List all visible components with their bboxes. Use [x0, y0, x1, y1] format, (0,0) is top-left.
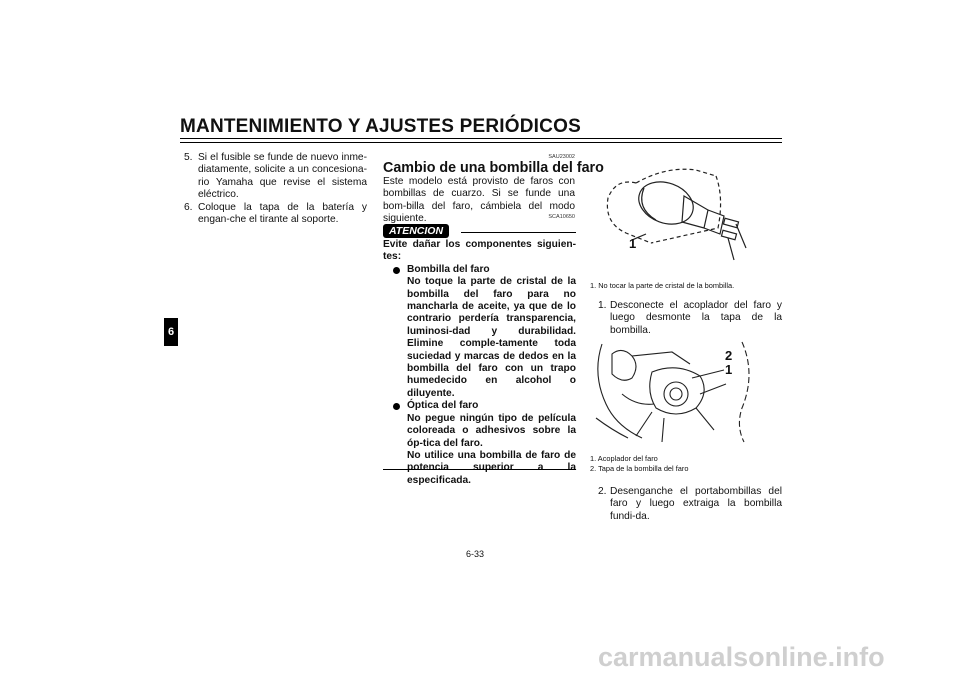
step-6 [184, 202, 367, 227]
step-text: Desenganche el portabombillas del faro y luego extraiga la bombilla fundi-da. [610, 486, 782, 522]
caution-rule [461, 232, 576, 233]
section-code: SAU23002 [548, 154, 575, 160]
section-intro: Este modelo está provisto de faros con bombillas de cuarzo. Si se funde una bom-billa del faro, cámbiela del modo siguiente. [383, 176, 575, 225]
figure2-captions [590, 454, 790, 474]
watermark: carmanualsonline.info [598, 642, 885, 672]
title-rule-thin [180, 142, 782, 143]
step-2 [594, 486, 782, 523]
bullet-icon [393, 267, 400, 274]
bulb-illustration [596, 158, 786, 278]
step-text: Desconecte el acoplador del faro y luego desmonte la tapa de la bombilla. [610, 300, 782, 336]
page-number: 6-33 [466, 549, 485, 559]
caution-bottom-rule [383, 469, 576, 470]
headlight-illustration [592, 334, 778, 444]
bullet-text: No pegue ningún tipo de película coloreada o adhesivos sobre la óp-tica del faro. [407, 412, 576, 449]
step-number: 1. [598, 300, 607, 311]
step-item [594, 300, 782, 337]
bullet-title: Óptica del faro [407, 400, 479, 412]
caption-line: 1. Acoplador del faro [590, 454, 658, 463]
caution-intro: Evite dañar los componentes siguien-tes: [383, 239, 576, 263]
bullet-text: No toque la parte de cristal de la bombilla del faro para no mancharla de aceite, ya que de lo contrario perdería transparencia, luminosi-dad y durabilidad. Elimine comple-tamente toda suciedad y marcas de dedos en la bombilla del faro con un trapo humedecido en alcohol o diluyente. [407, 276, 576, 399]
caution-header [383, 221, 576, 236]
figure1-caption: 1. No tocar la parte de cristal de la bombilla. [590, 281, 735, 290]
figure2-callout-1: 1 [725, 362, 733, 377]
step-1 [594, 300, 782, 337]
page-title: MANTENIMIENTO Y AJUSTES PERIÓDICOS [180, 116, 581, 137]
caution-bullet-bulb [383, 264, 576, 400]
caution-badge: ATENCION [383, 224, 449, 238]
step-item [594, 486, 782, 523]
step-5 [184, 152, 367, 202]
caution-bullet-lens [383, 400, 576, 487]
figure1-callout: 1 [629, 236, 637, 251]
step-text: Si el fusible se funde de nuevo inme-diatamente, solicite a un concesiona-rio Yamaha que revise el sistema eléctrico. [198, 152, 367, 201]
bullet-title: Bombilla del faro [407, 263, 490, 275]
section-heading: Cambio de una bombilla del faro [383, 160, 604, 176]
step-number: 5. [184, 152, 193, 163]
caution-code: SCA10650 [548, 214, 575, 220]
step-number: 2. [598, 486, 607, 497]
step-text: Coloque la tapa de la batería y engan-che el tirante al soporte. [198, 201, 367, 226]
bullet-text-2: No utilice una bombilla de faro de potencia superior a la especificada. [407, 449, 576, 486]
figure2-callout-2: 2 [725, 348, 733, 363]
title-rule [180, 138, 782, 139]
caption-line: 2. Tapa de la bombilla del faro [590, 464, 689, 474]
caution-box [383, 239, 576, 487]
left-column [184, 152, 367, 226]
chapter-tab: 6 [164, 318, 178, 346]
step-number: 6. [184, 201, 193, 213]
bullet-icon [393, 403, 400, 410]
